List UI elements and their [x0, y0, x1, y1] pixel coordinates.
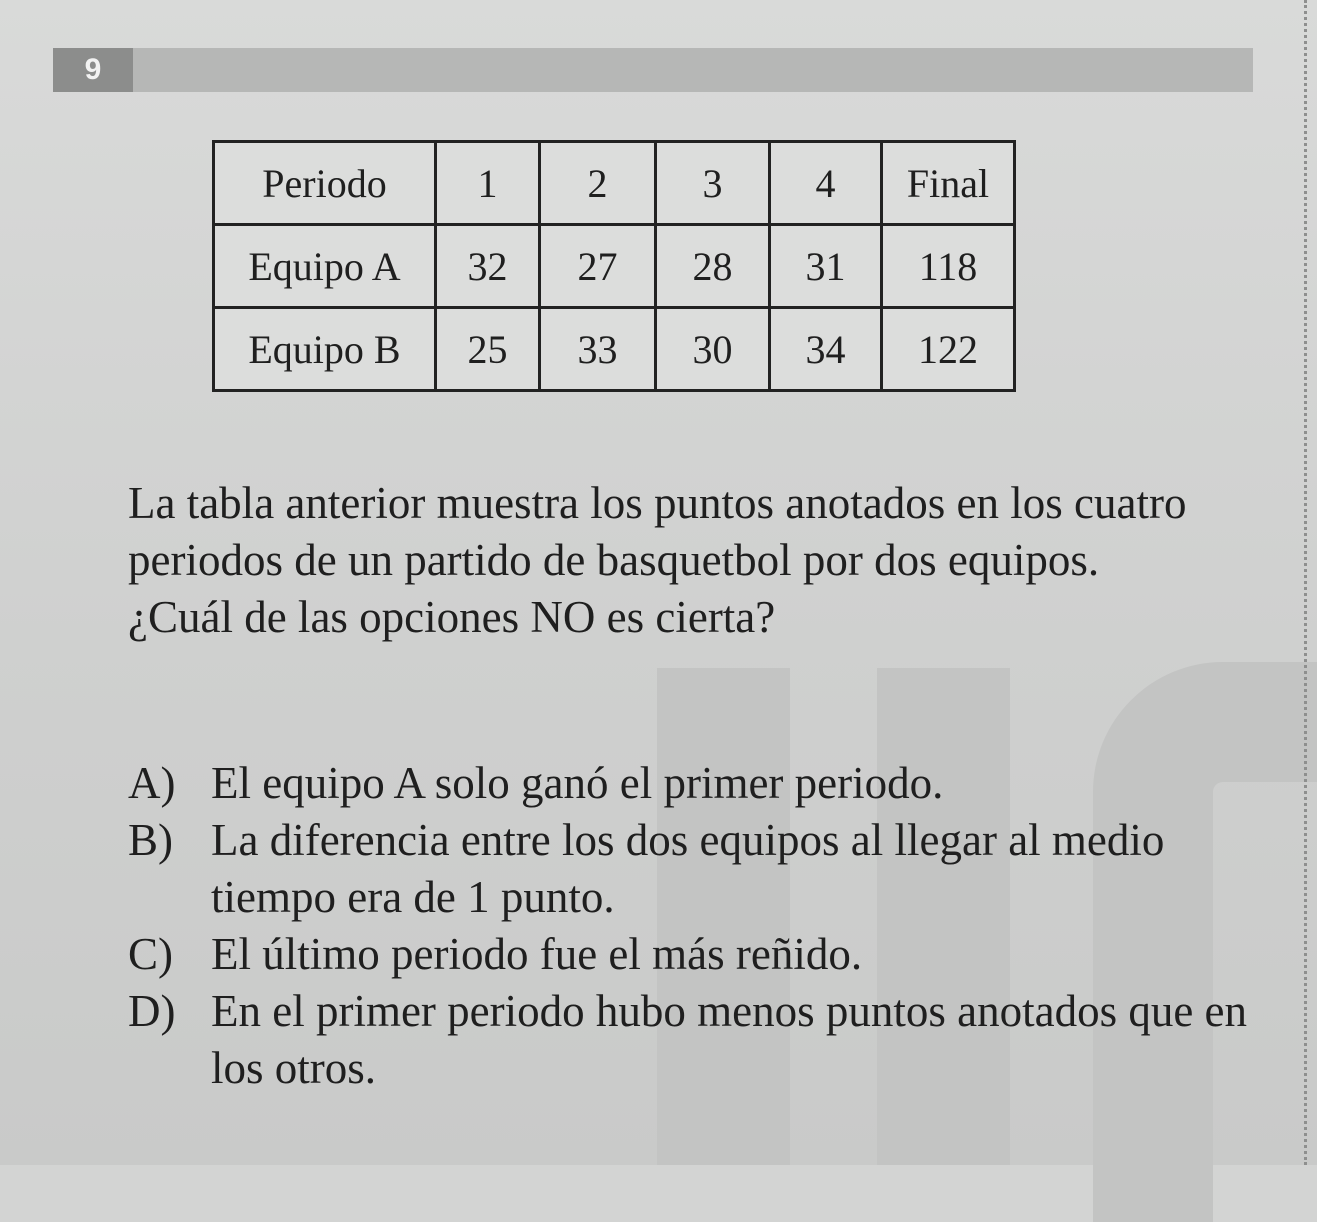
option-b[interactable]: [128, 812, 1278, 926]
question-number: 9: [53, 48, 133, 92]
table-header-row: [214, 142, 1015, 225]
option-text: La diferencia entre los dos equipos al llegar al medio tiempo era de 1 punto.: [211, 815, 1165, 922]
table-cell: 30: [656, 308, 770, 391]
option-c[interactable]: [128, 926, 1278, 983]
dotted-cut-line: [1304, 0, 1307, 1165]
option-a[interactable]: [128, 755, 1278, 812]
header-cell: 2: [540, 142, 656, 225]
question-text: La tabla anterior muestra los puntos anotados en los cuatro periodos de un partido de basquetbol por dos equipos. ¿Cuál de las opciones NO es cierta?: [128, 478, 1187, 642]
table-cell: 27: [540, 225, 656, 308]
table-cell: 32: [436, 225, 540, 308]
table-cell: 25: [436, 308, 540, 391]
option-text: El último periodo fue el más reñido.: [211, 929, 863, 979]
header-cell: 3: [656, 142, 770, 225]
option-letter: A): [128, 758, 176, 808]
table-cell: 31: [770, 225, 882, 308]
option-text: En el primer periodo hubo menos puntos anotados que en los otros.: [211, 986, 1248, 1093]
score-table: [212, 140, 1016, 392]
table-cell: 118: [882, 225, 1015, 308]
question-header-bar: [53, 48, 1253, 92]
option-d[interactable]: [128, 983, 1278, 1097]
table-cell: 33: [540, 308, 656, 391]
table-cell: 34: [770, 308, 882, 391]
header-cell: Periodo: [214, 142, 436, 225]
option-letter: D): [128, 986, 176, 1036]
option-letter: C): [128, 929, 173, 979]
header-cell: 1: [436, 142, 540, 225]
table-cell: 28: [656, 225, 770, 308]
answer-options: [128, 755, 1278, 1097]
table-row: [214, 308, 1015, 391]
option-letter: B): [128, 815, 173, 865]
header-cell: 4: [770, 142, 882, 225]
option-text: El equipo A solo ganó el primer periodo.: [211, 758, 944, 808]
table-cell: Equipo B: [214, 308, 436, 391]
table-cell: Equipo A: [214, 225, 436, 308]
table-row: [214, 225, 1015, 308]
table-cell: 122: [882, 308, 1015, 391]
header-cell: Final: [882, 142, 1015, 225]
